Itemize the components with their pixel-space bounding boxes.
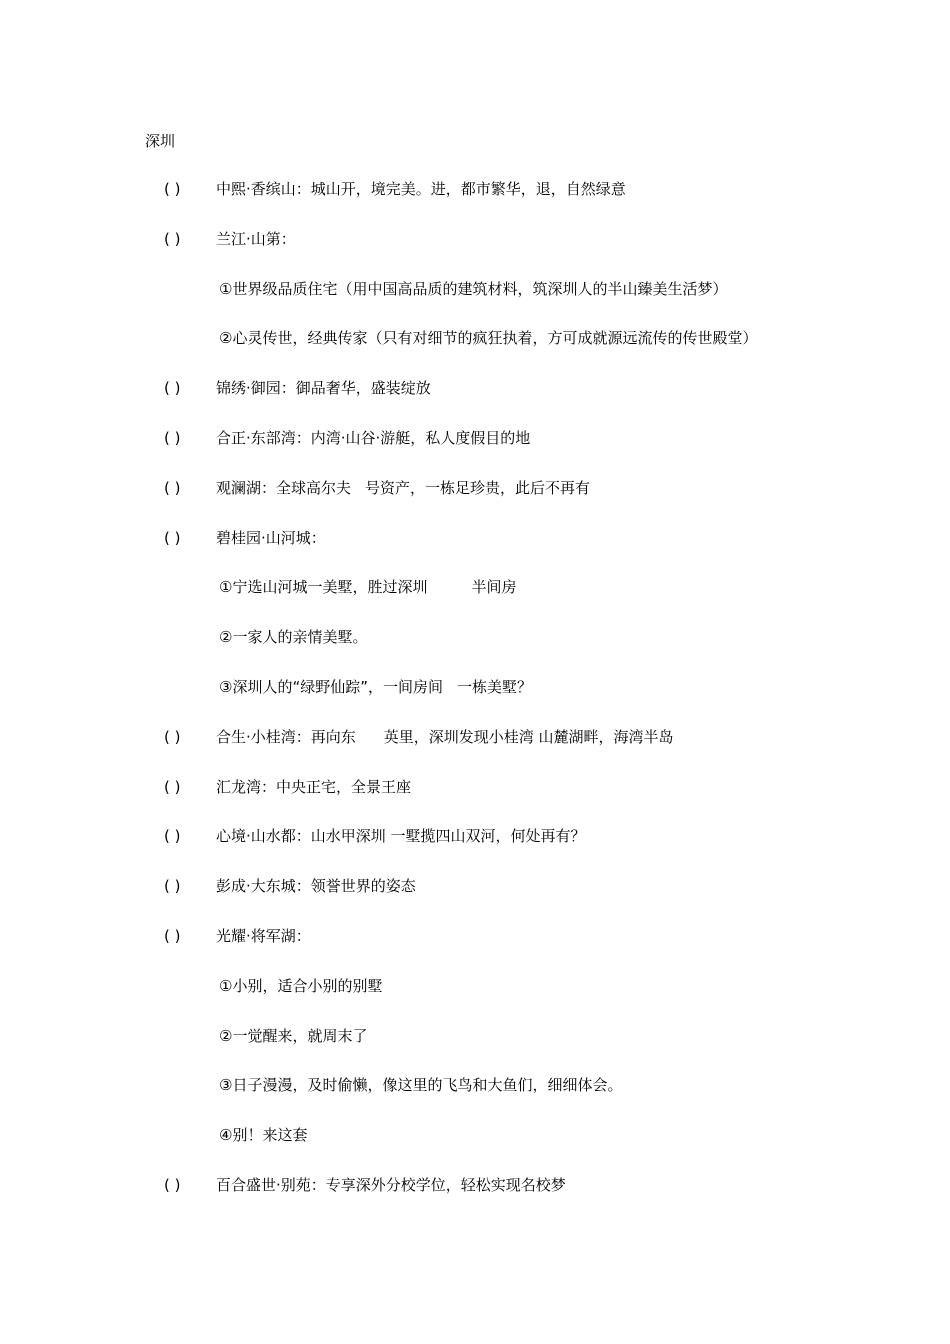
sub-item [0, 626, 950, 676]
blank-parentheses: ( ) [164, 428, 181, 447]
sub-item [0, 1074, 950, 1124]
entry-text: 锦绣·御园：御品奢华，盛装绽放 [216, 379, 431, 398]
entry-guanlanhu [0, 477, 950, 527]
sub-item-text: ③日子漫漫，及时偷懒，像这里的飞鸟和大鱼们，细细体会。 [219, 1076, 623, 1095]
sub-item-part: ③深圳人的“绿野仙踪”，一间房间 [219, 677, 443, 696]
sub-item [0, 327, 950, 377]
entry-pengcheng [0, 875, 950, 925]
entry-guangyao [0, 925, 950, 975]
entry-text-part: 观澜湖：全球高尔夫 [216, 478, 352, 497]
entry-lanjiang [0, 228, 950, 278]
entry-xinjing [0, 825, 950, 875]
blank-parentheses: ( ) [164, 478, 181, 497]
entry-text: 中熙·香缤山：城山开，境完美。进，都市繁华，退，自然绿意 [216, 180, 626, 198]
sub-item-text: ②一觉醒来，就周末了 [219, 1026, 368, 1045]
blank-parentheses: ( ) [164, 180, 181, 198]
blank-parentheses: ( ) [164, 528, 181, 547]
entry-text-part: 英里，深圳发现小桂湾 山麓湖畔，海湾半岛 [383, 727, 674, 746]
entry-text [216, 726, 674, 748]
blank-parentheses: ( ) [164, 777, 181, 796]
sub-item [0, 676, 950, 726]
entry-jinxiu [0, 377, 950, 427]
entry-text: 汇龙湾：中央正宅，全景王座 [216, 777, 412, 796]
sub-item [0, 278, 950, 328]
sub-item-text: ④别！来这套 [219, 1126, 308, 1145]
blank-parentheses: ( ) [164, 727, 181, 746]
entry-text: 彭成·大东城：领誉世界的姿态 [216, 877, 416, 896]
blank-parentheses: ( ) [164, 926, 181, 945]
entry-baihe [0, 1174, 950, 1224]
blank-parentheses: ( ) [164, 877, 181, 896]
blank-parentheses: ( ) [164, 1175, 181, 1194]
sub-item [0, 576, 950, 626]
sub-item-part: 一栋美墅？ [457, 677, 533, 696]
entry-text: 合正·东部湾：内湾·山谷·游艇，私人度假目的地 [216, 428, 531, 447]
blank-parentheses: ( ) [164, 827, 181, 846]
entry-text-part: 合生·小桂湾：再向东 [216, 727, 356, 746]
entry-huilongwan [0, 776, 950, 826]
entry-text: 光耀·将军湖： [216, 926, 311, 945]
sub-item [0, 975, 950, 1025]
entry-biguiyuan [0, 527, 950, 577]
entry-text: 碧桂园·山河城： [216, 528, 326, 547]
sub-item-text: ②心灵传世，经典传家（只有对细节的疯狂执着，方可成就源远流传的传世殿堂） [219, 329, 758, 348]
entry-text: 百合盛世·别苑：专享深外分校学位，轻松实现名校梦 [216, 1175, 566, 1194]
sub-item [0, 1025, 950, 1075]
entry-list [0, 178, 950, 1224]
entry-hezheng [0, 427, 950, 477]
entry-zhongxi [0, 178, 950, 228]
blank-parentheses: ( ) [164, 229, 181, 248]
sub-item-text: ①小别，适合小别的别墅 [219, 976, 383, 995]
sub-item-text: ①世界级品质住宅（用中国高品质的建筑材料，筑深圳人的半山臻美生活梦） [219, 279, 728, 298]
sub-item-text [219, 576, 516, 598]
sub-item-text [219, 676, 532, 698]
sub-item [0, 1124, 950, 1174]
sub-item-part: ①宁选山河城一美墅，胜过深圳 [219, 578, 428, 597]
sub-item-text: ②一家人的亲情美墅。 [219, 628, 368, 647]
sub-item-part: 半间房 [471, 578, 517, 597]
entry-text: 心境·山水都：山水甲深圳 一墅揽四山双河，何处再有？ [216, 827, 586, 846]
document-heading: 深圳 [145, 132, 176, 150]
entry-text [216, 477, 590, 499]
entry-hesheng [0, 726, 950, 776]
blank-parentheses: ( ) [164, 379, 181, 398]
entry-text-part: 号资产，一栋足珍贵，此后不再有 [365, 478, 591, 497]
entry-text: 兰江·山第： [216, 229, 296, 248]
